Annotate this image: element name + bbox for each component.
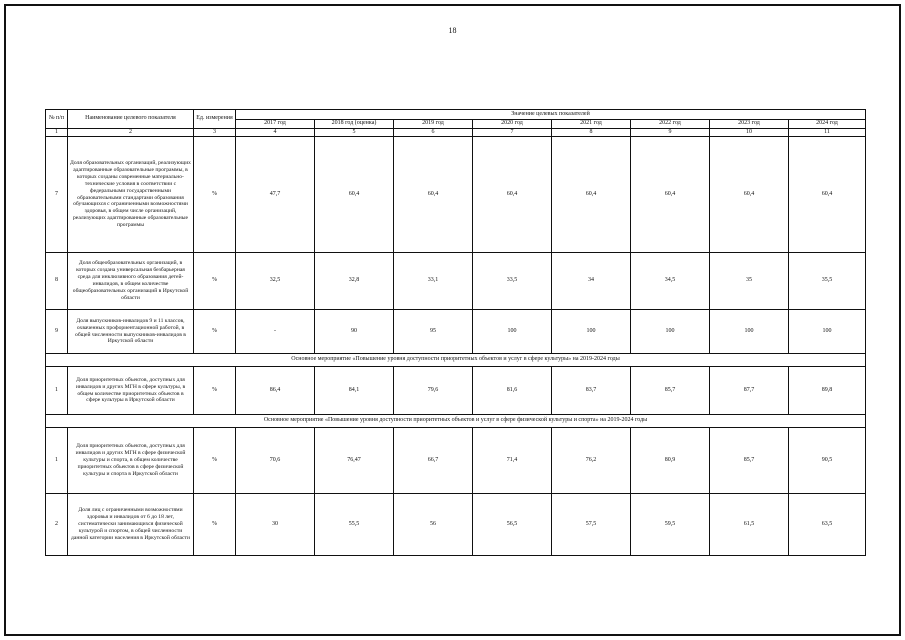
row-num: 9 <box>46 310 68 354</box>
header-year: 2021 год <box>552 120 631 129</box>
row-value: 100 <box>710 310 789 354</box>
row-value: 35,5 <box>789 253 866 310</box>
col-number: 5 <box>315 128 394 137</box>
row-value: 83,7 <box>552 367 631 415</box>
row-value: 100 <box>473 310 552 354</box>
section-row-culture <box>46 354 866 367</box>
row-value: 60,4 <box>315 137 394 253</box>
row-value: 33,5 <box>473 253 552 310</box>
row-value: 32,8 <box>315 253 394 310</box>
header-year: 2022 год <box>631 120 710 129</box>
row-value: 85,7 <box>631 367 710 415</box>
header-name: Наименование целевого показателя <box>68 110 194 129</box>
row-value: 87,7 <box>710 367 789 415</box>
row-value: 63,5 <box>789 494 866 556</box>
row-unit: % <box>194 253 236 310</box>
row-value: 61,5 <box>710 494 789 556</box>
row-value: 100 <box>789 310 866 354</box>
header-year: 2018 год (оценка) <box>315 120 394 129</box>
row-name: Доля лиц с ограниченными возможностями здоровья и инвалидов от 6 до 18 лет, систематически занимающихся физической культурой и спортом, в общей численности данной категории населения в Иркутской области <box>68 494 194 556</box>
row-value: 81,6 <box>473 367 552 415</box>
row-value: 60,4 <box>552 137 631 253</box>
row-value: 60,4 <box>631 137 710 253</box>
header-year: 2019 год <box>394 120 473 129</box>
header-year: 2020 год <box>473 120 552 129</box>
row-value: 86,4 <box>236 367 315 415</box>
header-year: 2024 год <box>789 120 866 129</box>
row-value: 90,5 <box>789 428 866 494</box>
row-num: 2 <box>46 494 68 556</box>
page-number: 18 <box>448 26 457 35</box>
table-row <box>46 310 866 354</box>
col-number: 1 <box>46 128 68 137</box>
header-values-group: Значение целевых показателей <box>236 110 866 120</box>
row-num: 7 <box>46 137 68 253</box>
section-row-sport <box>46 415 866 428</box>
col-number: 6 <box>394 128 473 137</box>
header-num: № п/п <box>46 110 68 129</box>
table-row <box>46 367 866 415</box>
row-value: 84,1 <box>315 367 394 415</box>
row-value: 32,5 <box>236 253 315 310</box>
row-value: 85,7 <box>710 428 789 494</box>
table-row <box>46 137 866 253</box>
col-number: 9 <box>631 128 710 137</box>
row-num: 1 <box>46 428 68 494</box>
row-unit: % <box>194 494 236 556</box>
row-value: 47,7 <box>236 137 315 253</box>
row-unit: % <box>194 137 236 253</box>
row-name: Доля образовательных организаций, реализующих адаптированные образовательные программы, в которых созданы современные материально-технические условия в соответствии с федеральными государственными образовательными стандартами образования обучающихся с ограниченными возможностями здоровья, в общем числе организаций, реализующих адаптированные образовательные программы <box>68 137 194 253</box>
row-value: 60,4 <box>394 137 473 253</box>
col-number: 2 <box>68 128 194 137</box>
row-name: Доля выпускников-инвалидов 9 и 11 классов, охваченных профориентационной работой, в общей численности выпускников-инвалидов в Иркутской области <box>68 310 194 354</box>
row-value: 100 <box>631 310 710 354</box>
col-number: 10 <box>710 128 789 137</box>
row-value: 33,1 <box>394 253 473 310</box>
table-row <box>46 253 866 310</box>
row-value: 66,7 <box>394 428 473 494</box>
col-number: 3 <box>194 128 236 137</box>
row-value: 56,5 <box>473 494 552 556</box>
row-num: 8 <box>46 253 68 310</box>
row-value: 59,5 <box>631 494 710 556</box>
header-unit: Ед. измерения <box>194 110 236 129</box>
col-number: 7 <box>473 128 552 137</box>
table-row <box>46 428 866 494</box>
row-value: 60,4 <box>710 137 789 253</box>
row-value: - <box>236 310 315 354</box>
row-name: Доля общеобразовательных организаций, в которых создана универсальная безбарьерная среда для инклюзивного образования детей-инвалидов, в общем количестве общеобразовательных организаций в Иркутской области <box>68 253 194 310</box>
row-value: 71,4 <box>473 428 552 494</box>
row-name: Доля приоритетных объектов, доступных для инвалидов и других МГН в сфере физической культуры и спорта, в общем количестве приоритетных объектов в сфере физической культуры и спорта в Иркутской области <box>68 428 194 494</box>
row-value: 70,6 <box>236 428 315 494</box>
col-number: 4 <box>236 128 315 137</box>
row-value: 35 <box>710 253 789 310</box>
section-title: Основное мероприятие «Повышение уровня доступности приоритетных объектов и услуг в сфере физической культуры и спорта» на 2019-2024 годы <box>46 415 866 428</box>
header-year: 2023 год <box>710 120 789 129</box>
row-unit: % <box>194 428 236 494</box>
header-row <box>46 110 866 120</box>
row-value: 30 <box>236 494 315 556</box>
col-number: 8 <box>552 128 631 137</box>
row-value: 34 <box>552 253 631 310</box>
row-value: 90 <box>315 310 394 354</box>
row-value: 80,9 <box>631 428 710 494</box>
row-value: 76,2 <box>552 428 631 494</box>
row-unit: % <box>194 367 236 415</box>
column-numbers-row <box>46 128 866 137</box>
row-value: 95 <box>394 310 473 354</box>
row-value: 79,6 <box>394 367 473 415</box>
section-title: Основное мероприятие «Повышение уровня доступности приоритетных объектов и услуг в сфере культуры» на 2019-2024 годы <box>46 354 866 367</box>
row-num: 1 <box>46 367 68 415</box>
row-value: 60,4 <box>473 137 552 253</box>
row-value: 55,5 <box>315 494 394 556</box>
row-unit: % <box>194 310 236 354</box>
row-value: 60,4 <box>789 137 866 253</box>
row-value: 57,5 <box>552 494 631 556</box>
row-value: 56 <box>394 494 473 556</box>
row-value: 76,47 <box>315 428 394 494</box>
table-row <box>46 494 866 556</box>
header-year: 2017 год <box>236 120 315 129</box>
row-value: 100 <box>552 310 631 354</box>
row-value: 89,8 <box>789 367 866 415</box>
row-value: 34,5 <box>631 253 710 310</box>
row-name: Доля приоритетных объектов, доступных для инвалидов и других МГН в сфере культуры, в общем количестве приоритетных объектов в сфере культуры в Иркутской области <box>68 367 194 415</box>
col-number: 11 <box>789 128 866 137</box>
indicators-table <box>45 109 866 556</box>
